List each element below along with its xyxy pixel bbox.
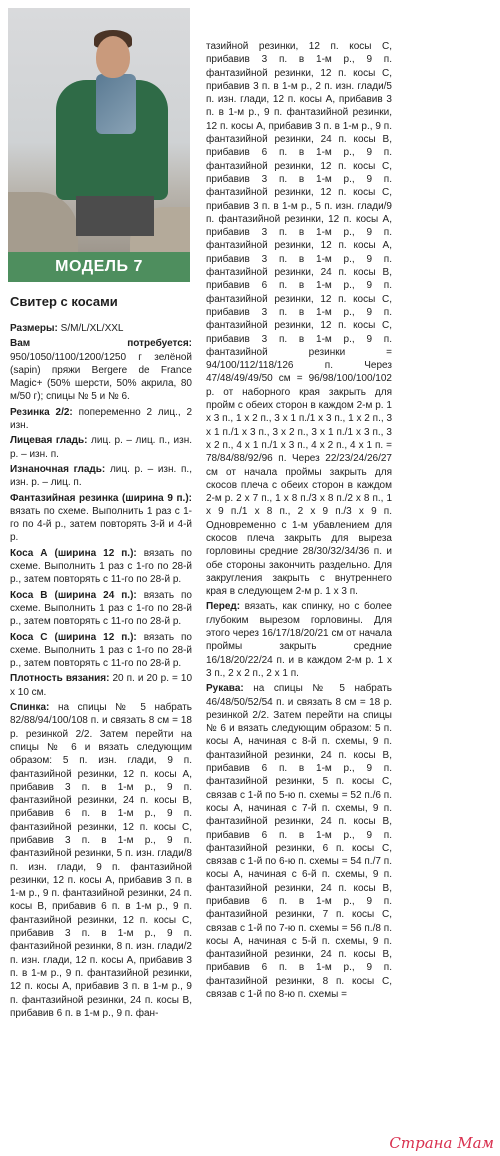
instruction-text: попеременно 2 лиц., 2 изн. — [10, 406, 193, 432]
instruction-text: 950/1050/1100/1200/1250 г зелёной (sapin) пряжи Bergere de France Magic+ (50% шерсти, 50% акрила, 80 м/50 г); спицы № 5 и № 6. — [10, 351, 192, 403]
site-watermark: Страна Мам — [389, 1134, 494, 1152]
instruction-text: на спицы № 5 набрать 82/88/94/100/108 п. и связать 8 см = 18 р. резинкой 2/2. Затем перейти на спицы № 6 и вязать следующим образом: 5 п. изн. глади, 9 п. фантазийной резинки, 12 п. косы А, прибавив 3 п. в 1-м р., 9 п. фантазийной резинки, 24 п. косы В, прибавив 6 п. в 1-м р., 9 п. фантазийной резинки, 12 п. косы С, прибавив 3 п. в 1-м р., 9 п. фантазийной резинки, 5 п. изн. глади/8 п. изн. глади, 9 п. фантазийной резинки, 12 п. косы А, прибавив 3 п. в 1-м р., 9 п. фантазийной резинки, 24 п. косы В, прибавив 6 п. в 1-м р., 9 п. фантазийной резинки, 12 п. косы С, прибавив 3 п. в 1-м р., 9 п. фантазийной резинки, 8 п. изн. глади/2 п. изн. глади, 12 п. косы А, прибавив 3 п. в 1-м р., 9 п. фантазийной резинки, 12 п. косы А, прибавив 3 п. в 1-м р., 9 п. фантазийной резинки, 24 п. косы В, прибавив 6 п. в 1-м р., 9 п. фан- — [10, 702, 192, 1019]
instruction-label: Спинка: — [10, 702, 50, 714]
instruction-label: Изнаночная гладь: — [10, 463, 106, 475]
instruction-label: Коса В (ширина 24 п.): — [10, 589, 137, 601]
instruction-text: лиц. р. – лиц. п., изн. р. – изн. п. — [10, 435, 193, 460]
instruction-paragraph — [10, 492, 192, 545]
instruction-paragraph — [206, 40, 392, 598]
rock-shape — [8, 192, 78, 252]
instruction-paragraph — [206, 682, 392, 1001]
trousers-figure — [76, 196, 154, 236]
instruction-paragraph — [10, 589, 192, 629]
instruction-paragraph — [10, 672, 192, 699]
instruction-label: Коса А (ширина 12 п.): — [10, 547, 137, 559]
instruction-text: на спицы № 5 набрать 46/48/50/52/54 п. и связать 8 см = 18 р. резинкой 2/2. Затем перейти на спицы № 6 и вязать следующим образом: 5 п. косы А, начиная с 8-й п. схемы, 9 п. фантазийной резинки, 24 п. косы В, прибавив 6 п. в 1-м р., 9 п. фантазийной резинки, 5 п. косы С, связав с 1-й по 5-ю п. схемы = 52 п./6 п. косы А, начиная с 7-й п. схемы, 9 п. фантазийной резинки, 24 п. косы В, прибавив 6 п. в 1-м р., 9 п. фантазийной резинки, 6 п. косы С, связав с 1-й по 6-ю п. схемы = 54 п./7 п. косы А, начиная с 6-й п. схемы, 9 п. фантазийной резинки, 24 п. косы В, прибавив 6 п. в 1-м р., 9 п. фантазийной резинки, 7 п. косы С, связав с 1-й по 7-ю п. схемы = 56 п./8 п. косы А, начиная с 5-й п. схемы, 9 п. фантазийной резинки, 24 п. косы В, прибавив 6 п. в 1-м р., 9 п. фантазийной резинки, 8 п. косы С, связав с 1-й по 8-ю п. схемы = — [206, 683, 392, 1001]
instruction-text: S/M/L/XL/XXL — [57, 323, 124, 334]
scarf-figure — [96, 74, 136, 134]
instruction-text: вязать по схеме. Выполнить 1 раз с 1-го по 28-й р., затем повторять с 11-го по 28-й р. — [10, 547, 192, 586]
instruction-label: Резинка 2/2: — [10, 406, 73, 418]
instructions-right-column — [206, 40, 392, 1003]
instruction-text: 20 п. и 20 р. = 10 х 10 см. — [10, 673, 193, 698]
instruction-paragraph — [10, 322, 192, 335]
instruction-label: Рукава: — [206, 683, 244, 695]
instruction-paragraph — [10, 337, 192, 403]
instruction-paragraph — [10, 631, 192, 671]
head-figure — [96, 36, 130, 78]
model-caption: МОДЕЛЬ 7 — [8, 252, 190, 282]
instruction-text: вязать по схеме. Выполнить 1 раз с 1-го по 28-й р., затем повторять с 11-го по 28-й р. — [10, 589, 192, 628]
instruction-label: Лицевая гладь: — [10, 435, 88, 447]
instruction-label: Размеры: — [10, 323, 58, 334]
instruction-text: вязать по схеме. Выполнить 1 раз с 1-го по 28-й р., затем повторять с 11-го по 28-й р. — [10, 631, 192, 670]
instruction-paragraph — [10, 406, 192, 433]
instruction-text: лиц. р. – изн. п., изн. р. – лиц. п. — [10, 463, 192, 489]
instruction-label: Перед: — [206, 601, 241, 613]
instruction-paragraph — [10, 547, 192, 587]
instruction-label: Коса С (ширина 12 п.): — [10, 631, 137, 643]
instruction-text: тазийной резинки, 12 п. косы С, прибавив 3 п. в 1-м р., 9 п. фантазийной резинки, 12 п. косы С, прибавив 3 п. в 1-м р., 2 п. изн. глади/5 п. изн. глади, 12 п. косы А, прибавив 3 п. в 1-м р., 9 п. фантазийной резинки, 12 п. косы А, прибавив 3 п. в 1-м р., 9 п. фантазийной резинки, 24 п. косы В, прибавив 6 п. в 1-м р., 9 п. фантазийной резинки, 12 п. косы С, прибавив 3 п. в 1-м р., 9 п. фантазийной резинки, 12 п. косы С, прибавив 3 п. в 1-м р., 5 п. изн. глади/9 п. фантазийной резинки, 12 п. косы А, прибавив 3 п. в 1-м р., 9 п. фантазийной резинки, 12 п. косы А, прибавив 3 п. в 1-м р., 9 п. фантазийной резинки, 24 п. косы В, прибавив 6 п. в 1-м р., 9 п. фантазийной резинки, 12 п. косы С, прибавив 3 п. в 1-м р., 9 п. фантазийной резинки, 12 п. косы С, прибавив 3 п. в 1-м р., 9 п. фантазийной резинки = 94/100/112/118/126 п. Через 47/48/49/49/50 см = 96/98/100/100/102 р. от наборного края закрыть для пройм с обеих сторон в каждом 2-м р. 1 х 3 п., 1 х 2 п., 3 х 1 п./1 х 3 п., 1 х 2 п., 3 х 1 п./1 х 3 п., 3 х 2 п., 3 х 1 п./1 х 3 п., 3 х 2 п., 4 х 1 п./1 х 3 п., 4 х 2 п., 4 х 1 п. = 78/84/88/92/96 п. Через 22/23/24/26/27 см от начала проймы закрыть для скосов плеча с обеих сторон в каждом 2-м р. 2 х 7 п., 1 х 8 п./3 х 8 п./2 х 8 п., 1 х 9 п./1 х 8 п., 2 х 9 п./3 х 9 п. Одновременно с 1-м убавлением для скосов плеча закрыть для выреза горловины средние 28/30/32/34/36 п. и обе стороны закончить раздельно. Для закругления закрыть с внутреннего края в следующем 2-м р. 1 х 3 п. — [206, 41, 392, 598]
instruction-label: Вам потребуется: — [10, 338, 192, 350]
instructions-left-column — [10, 322, 192, 1022]
instruction-paragraph — [10, 463, 192, 490]
instruction-text: вязать по схеме. Выполнить 1 раз с 1-го по 4-й р., затем повторять 3-й и 4-й р. — [10, 505, 192, 544]
pattern-title: Свитер с косами — [10, 294, 118, 309]
model-photo — [8, 8, 190, 252]
instruction-paragraph — [10, 701, 192, 1020]
instruction-paragraph — [206, 600, 392, 680]
instruction-label: Плотность вязания: — [10, 673, 110, 685]
instruction-paragraph — [10, 434, 192, 461]
instruction-label: Фантазийная резинка (ширина 9 п.): — [10, 492, 192, 504]
instruction-text: вязать, как спинку, но с более глубоким вырезом горловины. Для этого через 16/17/18/20/21 см от начала проймы закрыть средние 16/18/20/22/24 п. и в каждом 2-м р. 1 х 3 п., 2 х 2 п., 2 х 1 п. — [206, 601, 392, 679]
